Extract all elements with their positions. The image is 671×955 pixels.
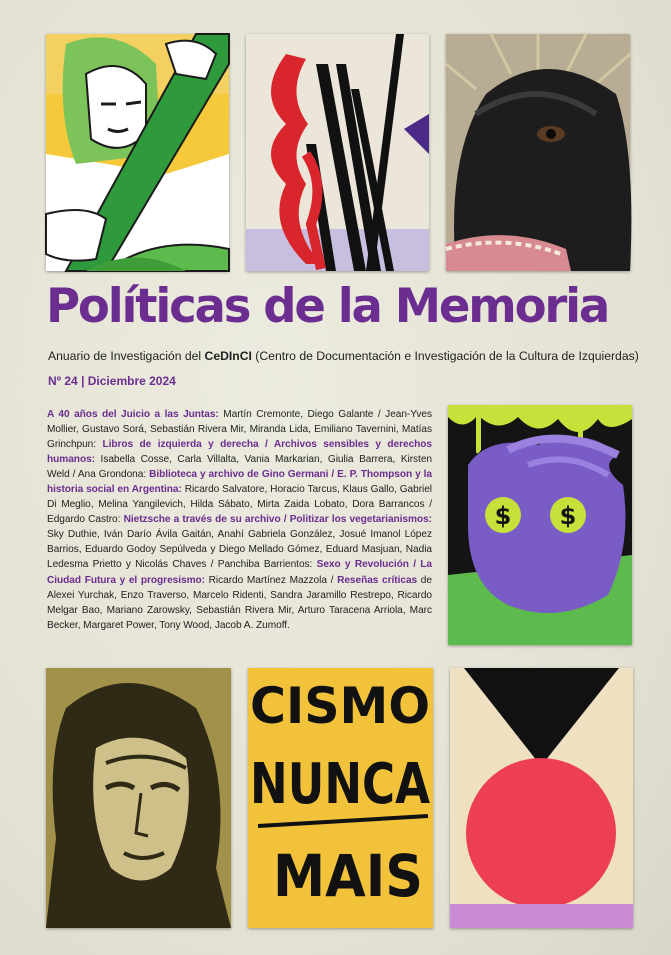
artwork-purple-dollar-eyes <box>448 405 632 645</box>
toc-authors: Martín Cremonte, Diego Galante / Jean-Yves Mollier, Gustavo Sorá, Sebastián Rivera Mir, Miranda Lida, Emiliano Tavernini, Matías Grinchpun: <box>47 409 433 451</box>
toc-section: Reseñas críticas <box>337 574 418 586</box>
issue-number: Nº 24 | Diciembre 2024 <box>48 374 176 388</box>
artwork-triangle-circle <box>450 668 633 928</box>
artwork-yellow-poster <box>248 668 433 928</box>
toc-authors: de Alexei Yurchak, Enzo Traverso, Marcelo Ridenti, Sandra Jaramillo Restrepo, Ricardo Melgar Bao, Mariano Zarowsky, Sebastián Rivera Mir, Arturo Taracena Arriola, Marc Becker, Margaret Power, Tony Wood, Jacob A. Zumoff. <box>47 574 432 631</box>
magazine-title: Políticas de la Memoria <box>46 279 609 334</box>
toc-authors: Isabella Cosse, Carla Villalta, Vania Markarian, Giulia Barrera, Kirsten Weld / Ana Grondona: <box>47 454 432 481</box>
artwork-red-black-geometric <box>246 34 429 271</box>
artwork-woman-portrait <box>46 668 231 928</box>
dollar-eye-right: $ <box>559 502 577 530</box>
toc-section: Biblioteca y archivo de Gino Germani / E. P. Thompson y la historia social en Argentina: <box>47 469 432 496</box>
toc-section: Libros de izquierda y derecha / Archivos sensibles y derechos humanos: <box>47 439 432 466</box>
toc-section: Nietzsche a través de su archivo / Politizar los vegetarianismos: <box>123 514 432 526</box>
subtitle-prefix: Anuario de Investigación del <box>48 349 205 363</box>
artwork-woman-green-banner <box>46 34 229 271</box>
magazine-subtitle <box>48 349 638 363</box>
toc-authors: Ricardo Martínez Mazzola / <box>204 574 338 586</box>
poster-line-1: CISMO <box>250 677 430 735</box>
poster-line-3: MAIS <box>273 842 423 910</box>
toc-authors: Sky Duthie, Iván Darío Ávila Gaitán, Anahí Gabriela González, Josué Imanol López Barrios, Eduardo Godoy Sepúlveda y Diego Mellado Gómez, Eduard Masjuan, Nadia Ledesma Prietto y Nicolás Chaves / Panchiba Barrientos: <box>47 529 432 571</box>
poster-line-2: NUNCA <box>250 752 431 817</box>
artwork-black-dog <box>446 34 630 271</box>
subtitle-suffix: (Centro de Documentación e Investigación de la Cultura de Izquierdas) <box>251 349 639 363</box>
toc-authors: Ricardo Salvatore, Horacio Tarcus, Klaus Gallo, Gabriel Di Meglio, Melina Yangilevich, Hilda Sábato, Mirta Zaida Lobato, Dora Barrancos / Edgardo Castro: <box>47 484 433 526</box>
toc-section: Sexo y Revolución / La Ciudad Futura y el progresismo: <box>47 559 432 586</box>
table-of-contents <box>47 407 432 633</box>
subtitle-org: CeDInCI <box>204 349 252 363</box>
toc-section: A 40 años del Juicio a las Juntas: <box>47 409 219 420</box>
dollar-eye-left: $ <box>494 502 512 530</box>
